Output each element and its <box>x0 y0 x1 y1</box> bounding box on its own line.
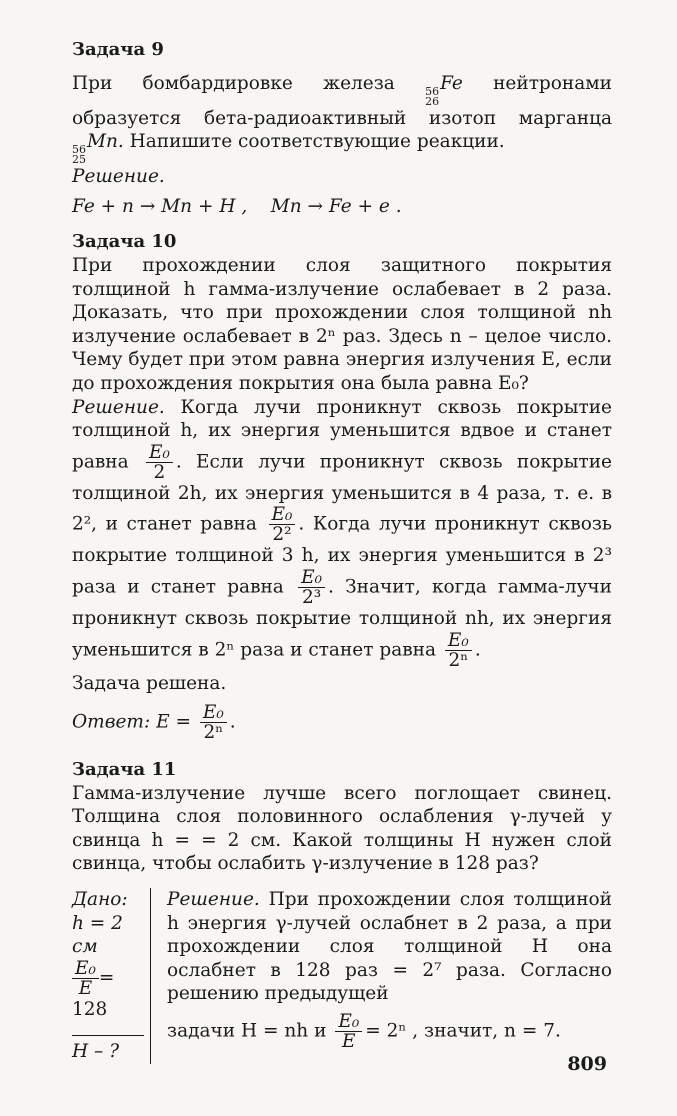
task11-title: Задача 11 <box>72 759 177 781</box>
reaction-2: Mn → Fe + e . <box>270 195 402 217</box>
fraction-e0-2: $\frac{\text{E₀}}{2}$ <box>146 443 173 482</box>
task9-title: Задача 9 <box>72 39 164 60</box>
reaction-1: Fe + n → Mn + H , <box>72 195 248 217</box>
task9-reactions <box>72 195 612 219</box>
fraction-e0-2n: $\frac{\text{E₀}}{\text{2ⁿ}}$ <box>445 631 472 670</box>
fraction-e0-2sq: $\frac{\text{E₀}}{\text{2²}}$ <box>269 505 296 544</box>
task9-solution-label: Решение. <box>72 166 165 188</box>
task10-solution: Решение. Когда лучи проникнут сквозь покрытие толщиной h, их энергия уменьшится вдвое и станет равна $\frac{\text{E₀}}{2}$ . Если лучи проникнут сквозь покрытие толщиной 2h, их энергия уменьшится в 4 раза, т. е. в 2², и станет равна $\frac{\text{E₀}}{\text{2²}}$ . Когда лучи проникнут сквозь покрытие толщиной 3 h, их энергия уменьшится в 2³ раза и станет равна $\frac{\text{E₀}}{\text{2³}}$ . Значит, когда гамма-лучи проникнут сквозь покрытие толщиной nh, их энергия уменьшится в 2ⁿ раза и станет равна $\frac{\text{E₀}}{\text{2ⁿ}}$ . <box>72 396 612 671</box>
task10-title: Задача 10 <box>72 231 177 253</box>
task10-solved: Задача решена. <box>72 672 227 694</box>
task10-statement: При прохождении слоя защитного покрытия толщиной h гамма-излучение ослабевает в 2 раза. Доказать, что при прохождении слоя толщиной nh излучение ослабевает в 2ⁿ раз. Здесь n – целое число. Чему будет при этом равна энергия излучения E, если до прохождения покрытия она была равна E₀? <box>72 254 612 394</box>
given-solution-block <box>72 888 612 1064</box>
task11-statement: Гамма-излучение лучше всего поглощает свинец. Толщина слоя половинного ослабления γ-лучей у свинца h = = 2 см. Какой толщины H нужен слой свинца, чтобы ослабить γ-излучение в 128 раз? <box>72 782 612 875</box>
given-column: Дано: h = 2 см $\frac{\text{E₀}}{E}$ = 128 H – ? <box>72 888 151 1064</box>
task11-solution: Решение. При прохождении слоя толщиной h энергия γ-лучей ослабнет в 2 раза, а при прохождении слоя толщиной H она ослабнет в 128 раз = 2⁷ раза. Согласно решению предыдущей задачи H = nh и $\frac{\text{E₀}}{E}$ = 2ⁿ , значит, n = 7. <box>167 889 612 1053</box>
mn-nuclide: 56 25 Mn <box>72 131 118 167</box>
page-content <box>72 38 612 1064</box>
fe-nuclide: 56 26 Fe <box>425 72 463 108</box>
find-value: H – ? <box>72 1035 144 1064</box>
fraction-e0-2cube: $\frac{\text{E₀}}{\text{2³}}$ <box>298 568 325 607</box>
answer-fraction: $\frac{\text{E₀}}{\text{2ⁿ}}$ <box>200 703 227 742</box>
given-ratio: $\frac{\text{E₀}}{E}$ = 128 <box>72 957 115 1020</box>
task10-answer: Ответ: E = $\frac{\text{E₀}}{\text{2ⁿ}}$ . <box>72 702 236 744</box>
page-number: 809 <box>567 1053 607 1075</box>
task10-solution-label: Решение. <box>72 396 165 418</box>
task9-statement: При бомбардировке железа 56 26 Fe нейтронами образуется бета-радиоактивный изотоп марганца 56 25 Mn. Напишите соответствующие реакции. <box>72 72 612 167</box>
